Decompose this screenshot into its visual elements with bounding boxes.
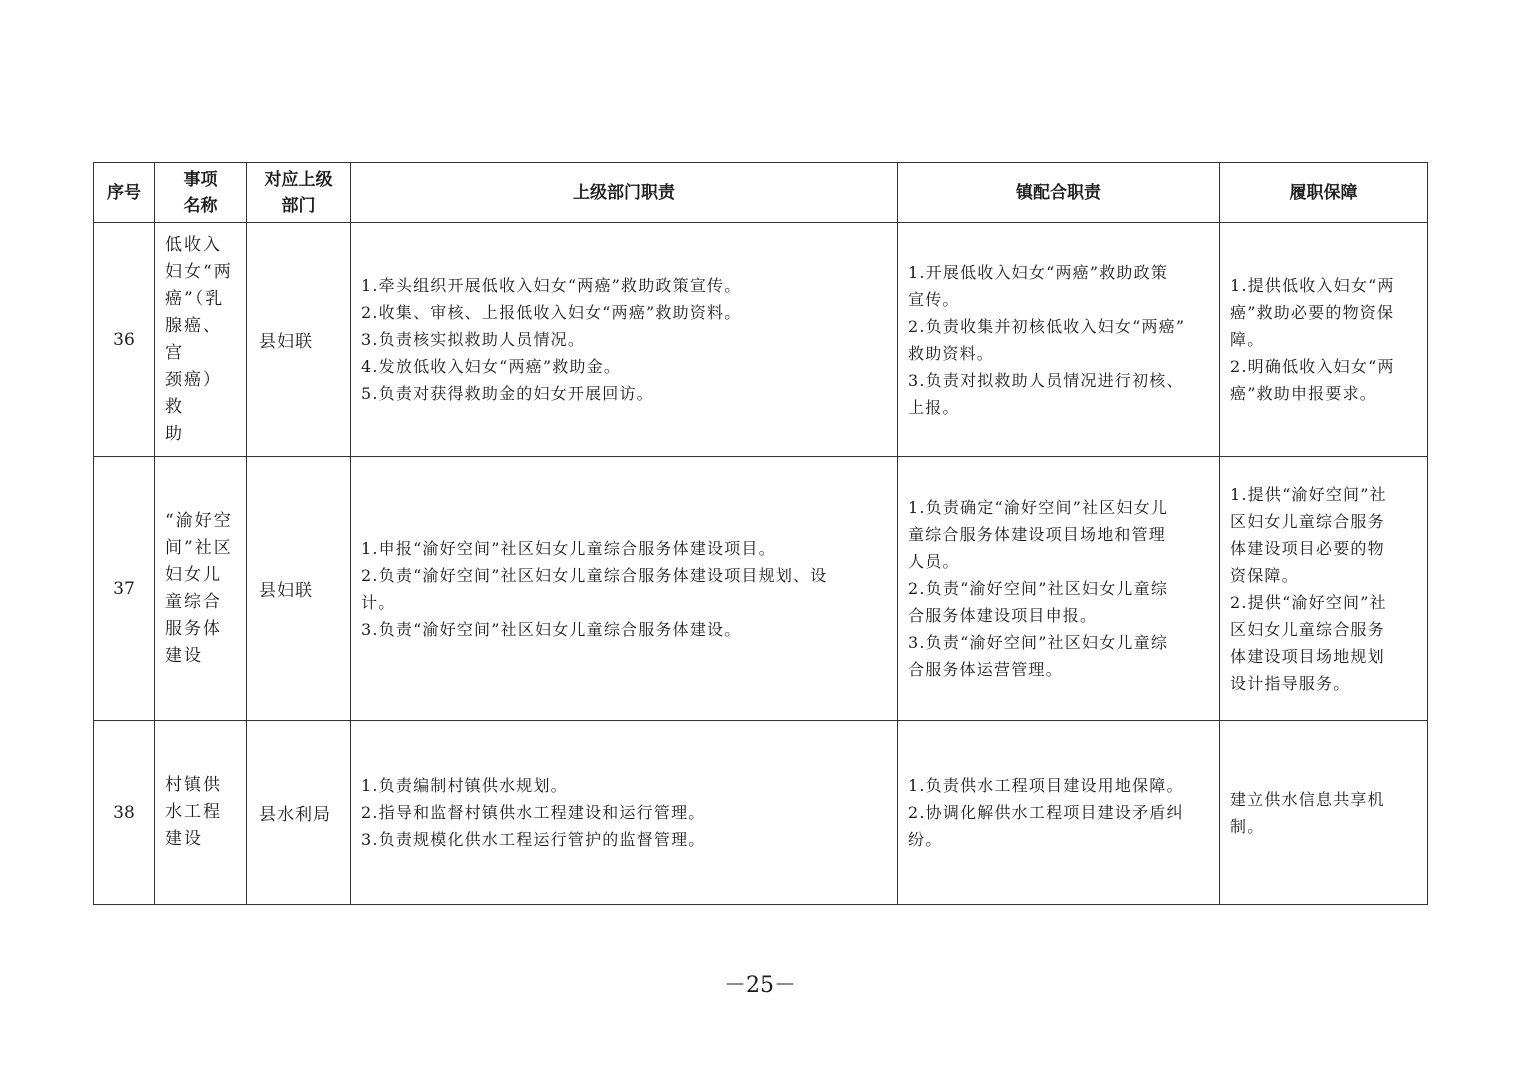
- duty-line: 计。: [361, 592, 396, 612]
- item-name: [155, 223, 247, 457]
- guarantee-line: 建立供水信息共享机: [1230, 789, 1385, 809]
- table-row: [94, 457, 1428, 721]
- town-duty-line: 1.开展低收入妇女“两癌”救助政策: [908, 262, 1169, 282]
- item-name-line: 癌”（乳: [165, 288, 225, 309]
- guarantee: [1220, 223, 1428, 457]
- item-name: [155, 721, 247, 905]
- superior-dept: 县妇联: [247, 223, 351, 457]
- row-number: 36: [94, 223, 155, 457]
- guarantee-line: 1.提供“渝好空间”社: [1230, 484, 1387, 504]
- town-duty-line: 合服务体运营管理。: [908, 660, 1063, 679]
- town-duty-line: 2.负责收集并初核低收入妇女“两癌”: [908, 316, 1186, 336]
- duty-line: 2.指导和监督村镇供水工程建设和运行管理。: [361, 803, 706, 822]
- item-name-line: 助: [165, 423, 184, 444]
- header-dept: [247, 163, 351, 223]
- item-name-line: 服务体: [165, 618, 222, 639]
- guarantee-line: 区妇女儿童综合服务: [1230, 619, 1385, 639]
- item-name-line: “渝好空: [165, 510, 233, 531]
- guarantee-line: 体建设项目场地规划: [1230, 646, 1385, 666]
- page-number: －25－: [724, 973, 796, 998]
- town-duty-line: 2.协调化解供水工程项目建设矛盾纠: [908, 803, 1184, 822]
- item-name-line: 妇女儿: [165, 564, 222, 585]
- town-duty-line: 2.负责“渝好空间”社区妇女儿童综: [908, 579, 1169, 598]
- duty-line: 5.负责对获得救助金的妇女开展回访。: [361, 384, 654, 403]
- superior-dept: 县水利局: [247, 721, 351, 905]
- header-name: [155, 163, 247, 223]
- town-duty-line: 纷。: [908, 830, 943, 849]
- town-duty: [898, 721, 1220, 905]
- item-name-line: 低收入: [165, 234, 222, 255]
- row-number: 37: [94, 457, 155, 721]
- town-duty-line: 宣传。: [908, 289, 960, 309]
- item-name-line: 颈癌）救: [165, 369, 222, 417]
- header-name-line: 事项: [183, 169, 218, 190]
- guarantee-line: 障。: [1230, 330, 1265, 349]
- header-guarantee: 履职保障: [1220, 163, 1428, 223]
- duty-line: 3.负责“渝好空间”社区妇女儿童综合服务体建设。: [361, 619, 742, 639]
- guarantee-line: 资保障。: [1230, 565, 1299, 585]
- duty-line: 1.负责编制村镇供水规划。: [361, 776, 568, 795]
- duty-line: 3.负责规模化供水工程运行管护的监督管理。: [361, 830, 706, 849]
- item-name-line: 建设: [165, 829, 203, 849]
- item-name-line: 妇女“两: [165, 261, 233, 282]
- item-name-line: 建设: [165, 645, 203, 666]
- guarantee-line: 制。: [1230, 816, 1265, 836]
- town-duty-line: 1.负责供水工程项目建设用地保障。: [908, 776, 1184, 795]
- town-duty-line: 3.负责对拟救助人员情况进行初核、: [908, 370, 1184, 390]
- town-duty-line: 合服务体建设项目申报。: [908, 606, 1098, 625]
- duty-line: 2.收集、审核、上报低收入妇女“两癌”救助资料。: [361, 303, 742, 322]
- guarantee-line: 1.提供低收入妇女“两: [1230, 276, 1395, 295]
- header-superior-duty: 上级部门职责: [351, 163, 898, 223]
- town-duty-line: 人员。: [908, 552, 960, 571]
- guarantee: [1220, 457, 1428, 721]
- responsibility-table: [93, 162, 1428, 905]
- item-name-line: 童综合: [165, 591, 222, 612]
- table-row: [94, 721, 1428, 905]
- item-name: [155, 457, 247, 721]
- item-name-line: 间”社区: [165, 537, 233, 558]
- guarantee-line: 2.提供“渝好空间”社: [1230, 592, 1387, 612]
- guarantee: [1220, 721, 1428, 905]
- duty-line: 3.负责核实拟救助人员情况。: [361, 330, 586, 349]
- header-dept-line: 对应上级: [264, 169, 333, 190]
- header-no: 序号: [94, 163, 155, 223]
- town-duty: [898, 223, 1220, 457]
- town-duty-line: 1.负责确定“渝好空间”社区妇女儿: [908, 498, 1169, 517]
- superior-duty: [351, 223, 898, 457]
- town-duty-line: 救助资料。: [908, 343, 995, 363]
- item-name-line: 村镇供: [165, 775, 222, 795]
- table-header-row: [94, 163, 1428, 223]
- duty-line: 1.牵头组织开展低收入妇女“两癌”救助政策宣传。: [361, 276, 742, 295]
- superior-duty: [351, 721, 898, 905]
- guarantee-line: 设计指导服务。: [1230, 673, 1351, 693]
- table-row: [94, 223, 1428, 457]
- town-duty-line: 上报。: [908, 397, 960, 417]
- duty-line: 4.发放低收入妇女“两癌”救助金。: [361, 357, 622, 376]
- guarantee-line: 癌”救助必要的物资保: [1230, 303, 1395, 322]
- item-name-line: 腺癌、宫: [165, 315, 222, 363]
- row-number: 38: [94, 721, 155, 905]
- duty-line: 1.申报“渝好空间”社区妇女儿童综合服务体建设项目。: [361, 538, 776, 558]
- item-name-line: 水工程: [165, 802, 222, 822]
- town-duty-line: 3.负责“渝好空间”社区妇女儿童综: [908, 633, 1169, 652]
- guarantee-line: 2.明确低收入妇女“两: [1230, 357, 1395, 376]
- town-duty-line: 童综合服务体建设项目场地和管理: [908, 525, 1167, 544]
- guarantee-line: 体建设项目必要的物: [1230, 538, 1385, 558]
- guarantee-line: 区妇女儿童综合服务: [1230, 511, 1385, 531]
- duty-line: 2.负责“渝好空间”社区妇女儿童综合服务体建设项目规划、设: [361, 565, 828, 585]
- header-town-duty: 镇配合职责: [898, 163, 1220, 223]
- superior-duty: [351, 457, 898, 721]
- guarantee-line: 癌”救助申报要求。: [1230, 384, 1377, 403]
- header-name-line: 名称: [183, 195, 218, 216]
- header-dept-line: 部门: [281, 195, 316, 216]
- superior-dept: 县妇联: [247, 457, 351, 721]
- town-duty: [898, 457, 1220, 721]
